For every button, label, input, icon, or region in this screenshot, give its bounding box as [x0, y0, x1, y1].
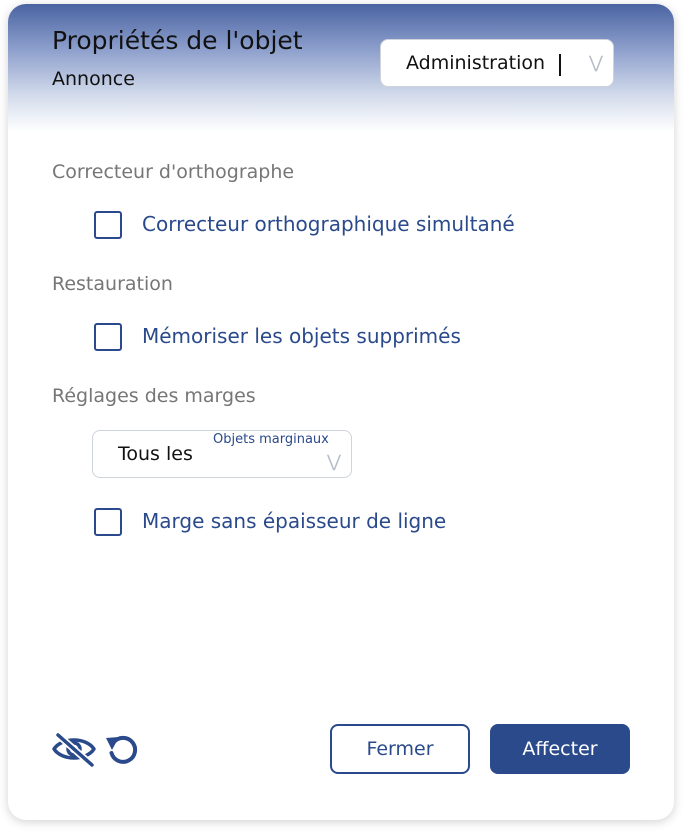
- margin-objects-select[interactable]: [92, 430, 352, 478]
- margin-select-tag: Objets marginaux: [213, 432, 329, 447]
- eye-slash-icon[interactable]: [50, 731, 98, 771]
- section-title-spelling: Correcteur d'orthographe: [52, 161, 295, 183]
- section-title-margins: Réglages des marges: [52, 385, 256, 407]
- margin-select-value: Tous les: [118, 443, 193, 465]
- dialog-subtitle: Annonce: [52, 68, 135, 90]
- text-cursor: [559, 54, 561, 76]
- chevron-down-icon: ⋁: [589, 53, 603, 73]
- chevron-down-icon: ⋁: [327, 452, 341, 472]
- dialog-header: [8, 4, 674, 132]
- object-properties-dialog: [8, 4, 674, 820]
- apply-button[interactable]: Affecter: [490, 724, 630, 774]
- restore-checkbox-label[interactable]: Mémoriser les objets supprimés: [142, 324, 461, 348]
- undo-icon[interactable]: [104, 731, 142, 773]
- spelling-checkbox[interactable]: [94, 211, 122, 239]
- dialog-title: Propriétés de l'objet: [52, 26, 303, 55]
- margins-checkbox[interactable]: [94, 508, 122, 536]
- section-title-restore: Restauration: [52, 273, 173, 295]
- profile-select-value: Administration: [406, 52, 546, 74]
- margins-checkbox-label[interactable]: Marge sans épaisseur de ligne: [142, 509, 447, 533]
- close-button[interactable]: Fermer: [330, 724, 470, 774]
- profile-select[interactable]: [380, 39, 614, 87]
- spelling-checkbox-label[interactable]: Correcteur orthographique simultané: [142, 212, 515, 236]
- restore-checkbox[interactable]: [94, 323, 122, 351]
